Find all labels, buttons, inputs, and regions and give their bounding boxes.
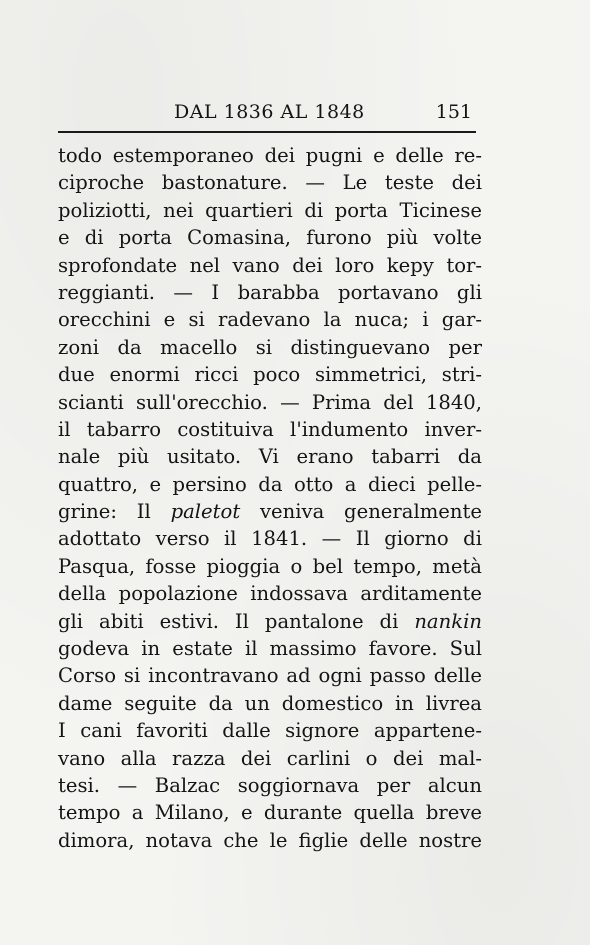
text-line [58, 799, 482, 826]
text-line [58, 443, 482, 470]
text-line [58, 690, 482, 717]
text-segment: quattro, e persino da otto a dieci pelle- [58, 472, 482, 496]
text-line [58, 580, 482, 607]
text-segment: grine: Il [58, 500, 171, 524]
text-line [58, 169, 482, 196]
running-head [174, 101, 365, 123]
text-line [58, 142, 482, 169]
text-line [58, 772, 482, 799]
text-line [58, 608, 482, 635]
text-segment: adottato verso il 1841. — Il giorno di [58, 527, 482, 551]
text-line [58, 717, 482, 744]
running-head-year-end: 1848 [307, 101, 365, 123]
text-segment: dame seguite da un domestico in livrea [58, 691, 482, 715]
running-head-year-start: 1836 [217, 101, 281, 123]
text-line [58, 334, 482, 361]
text-line [58, 471, 482, 498]
italic-term: paletot [170, 500, 241, 524]
italic-term: nankin [414, 609, 482, 633]
text-line [58, 197, 482, 224]
text-line [58, 525, 482, 552]
text-segment: reggianti. — I barabba portavano gli [58, 280, 482, 304]
text-line [58, 306, 482, 333]
text-segment: vano alla razza dei carlini o dei mal- [58, 746, 482, 770]
text-segment: ciproche bastonature. — Le teste dei [58, 171, 482, 195]
text-segment: godeva in estate il massimo favore. Sul [58, 637, 482, 661]
text-line [58, 745, 482, 772]
text-line [58, 416, 482, 443]
text-segment: I cani favoriti dalle signore appartene- [58, 719, 482, 743]
text-segment: della popolazione indossava arditamente [58, 582, 482, 606]
text-line [58, 553, 482, 580]
text-line [58, 827, 482, 854]
text-segment: dimora, notava che le figlie delle nostre [58, 828, 482, 852]
text-line [58, 498, 482, 525]
text-line [58, 224, 482, 251]
text-line [58, 361, 482, 388]
text-segment: scianti sull'orecchio. — Prima del 1840, [58, 390, 482, 414]
running-head-word-al: AL [280, 101, 308, 123]
text-segment: veniva generalmente [240, 500, 482, 524]
text-line [58, 279, 482, 306]
text-segment: gli abiti estivi. Il pantalone di [58, 609, 415, 633]
page-header [58, 95, 474, 129]
text-segment: sprofondate nel vano dei loro kepy tor- [58, 253, 482, 277]
text-segment: zoni da macello si distinguevano per [58, 335, 482, 359]
text-line [58, 635, 482, 662]
text-segment: todo estemporaneo dei pugni e delle re- [58, 144, 482, 167]
text-segment: Corso si incontravano ad ogni passo delle [58, 664, 482, 688]
running-head-word-dal: DAL [174, 101, 218, 123]
text-segment: tesi. — Balzac soggiornava per alcun [58, 773, 482, 797]
text-line [58, 389, 482, 416]
body-text [58, 142, 482, 854]
text-segment: due enormi ricci poco simmetrici, stri- [58, 363, 482, 387]
page-number: 151 [435, 101, 472, 123]
text-segment: poliziotti, nei quartieri di porta Ticinese [58, 198, 482, 222]
header-rule [58, 131, 476, 133]
text-segment: nale più usitato. Vi erano tabarri da [58, 445, 482, 469]
text-line [58, 662, 482, 689]
text-segment: il tabarro costituiva l'indumento inver- [58, 417, 482, 441]
text-segment: orecchini e si radevano la nuca; i gar- [58, 308, 482, 332]
text-segment: Pasqua, fosse pioggia o bel tempo, metà [58, 554, 482, 578]
text-segment: tempo a Milano, e durante quella breve [58, 801, 482, 825]
text-line [58, 252, 482, 279]
text-segment: e di porta Comasina, furono più volte [58, 226, 482, 250]
